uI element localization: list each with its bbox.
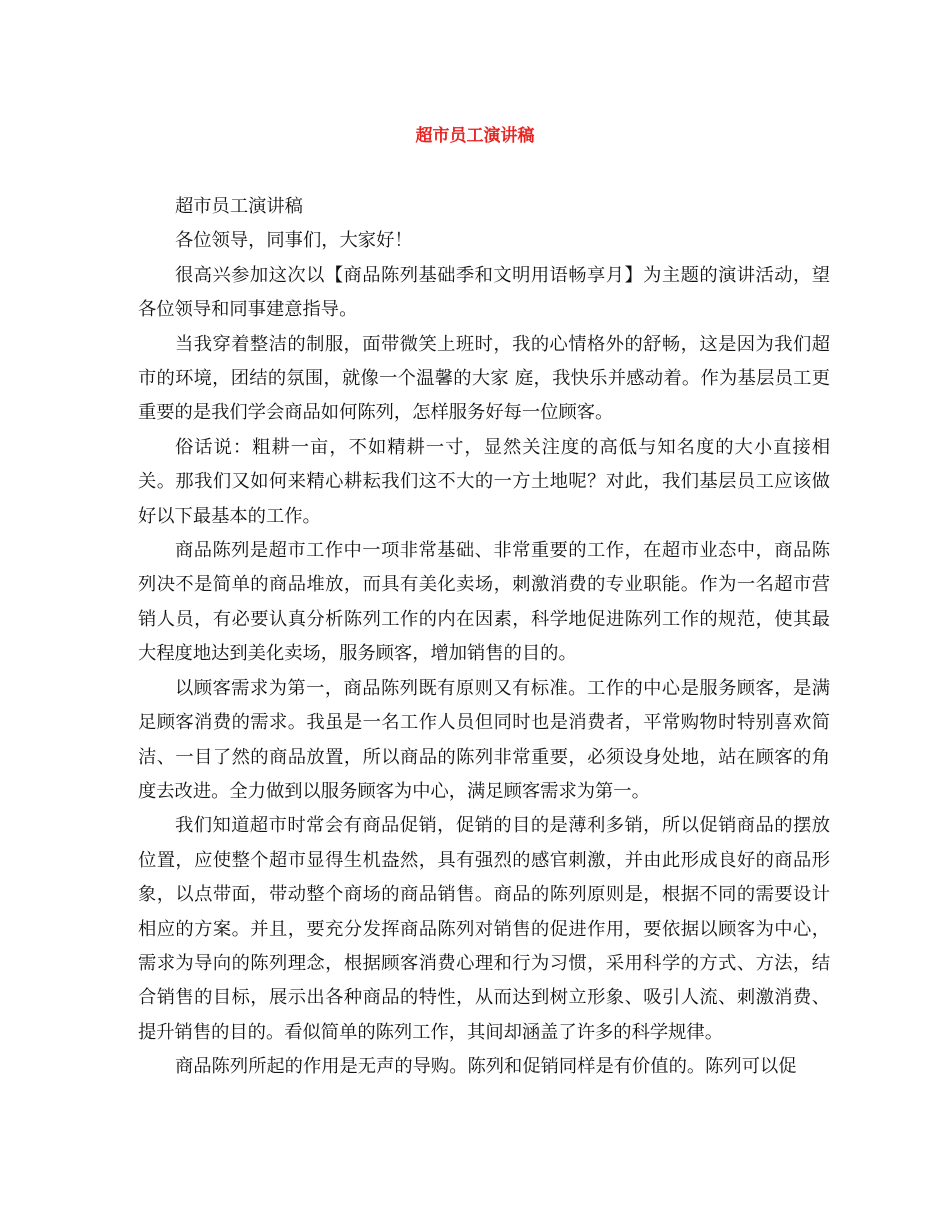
paragraph: 商品陈列所起的作用是无声的导购。陈列和促销同样是有价值的。陈列可以促 bbox=[175, 1056, 797, 1078]
paragraph: 以顾客需求为第一，商品陈列既有原则又有标准。工作的中心是服务顾客，是满足顾客消费的需求。我虽是一名工作人员但同时也是消费者，平常购物时特别喜欢简洁、一目了然的商品放置，所以商品的陈列非常重要，必须设身处地，站在顾客的角度去改进。全力做到以服务顾客为中心，满足顾客需求为第一。 bbox=[138, 677, 830, 802]
paragraph: 很高兴参加这次以【商品陈列基础季和文明用语畅享月】为主题的演讲活动，望各位领导和同事建意指导。 bbox=[138, 264, 830, 321]
document-title: 超市员工演讲稿 bbox=[415, 126, 535, 146]
paragraph: 俗话说：粗耕一亩，不如精耕一寸，显然关注度的高低与知名度的大小直接相关。那我们又如何来精心耕耘我们这不大的一方土地呢？对此，我们基层员工应该做好以下最基本的工作。 bbox=[138, 436, 830, 527]
paragraph: 超市员工演讲稿 bbox=[175, 196, 303, 217]
paragraph: 各位领导，同事们，大家好！ bbox=[175, 230, 413, 252]
paragraph: 商品陈列是超市工作中一项非常基础、非常重要的工作，在超市业态中，商品陈列决不是简单的商品堆放，而具有美化卖场，刺激消费的专业职能。作为一名超市营销人员，有必要认真分析陈列工作的内在因素，科学地促进陈列工作的规范，使其最大程度地达到美化卖场，服务顾客，增加销售的目的。 bbox=[138, 540, 830, 665]
paragraph: 当我穿着整洁的制服，面带微笑上班时，我的心情格外的舒畅，这是因为我们超市的环境，团结的氛围，就像一个温馨的大家 庭，我快乐并感动着。作为基层员工更重要的是我们学会商品如何陈列，怎样服务好每一位顾客。 bbox=[138, 333, 830, 424]
document-body bbox=[138, 190, 830, 1085]
paragraph: 我们知道超市时常会有商品促销，促销的目的是薄利多销，所以促销商品的摆放位置，应使整个超市显得生机盎然，具有强烈的感官刺激，并由此形成良好的商品形象，以点带面，带动整个商场的商品销售。商品的陈列原则是，根据不同的需要设计相应的方案。并且，要充分发挥商品陈列对销售的促进作用，要依据以顾客为中心，需求为导向的陈列理念，根据顾客消费心理和行为习惯，采用科学的方式、方法，结合销售的目标，展示出各种商品的特性，从而达到树立形象、吸引人流、刺激消费、提升销售的目的。看似简单的陈列工作，其间却涵盖了许多的科学规律。 bbox=[138, 815, 830, 1043]
